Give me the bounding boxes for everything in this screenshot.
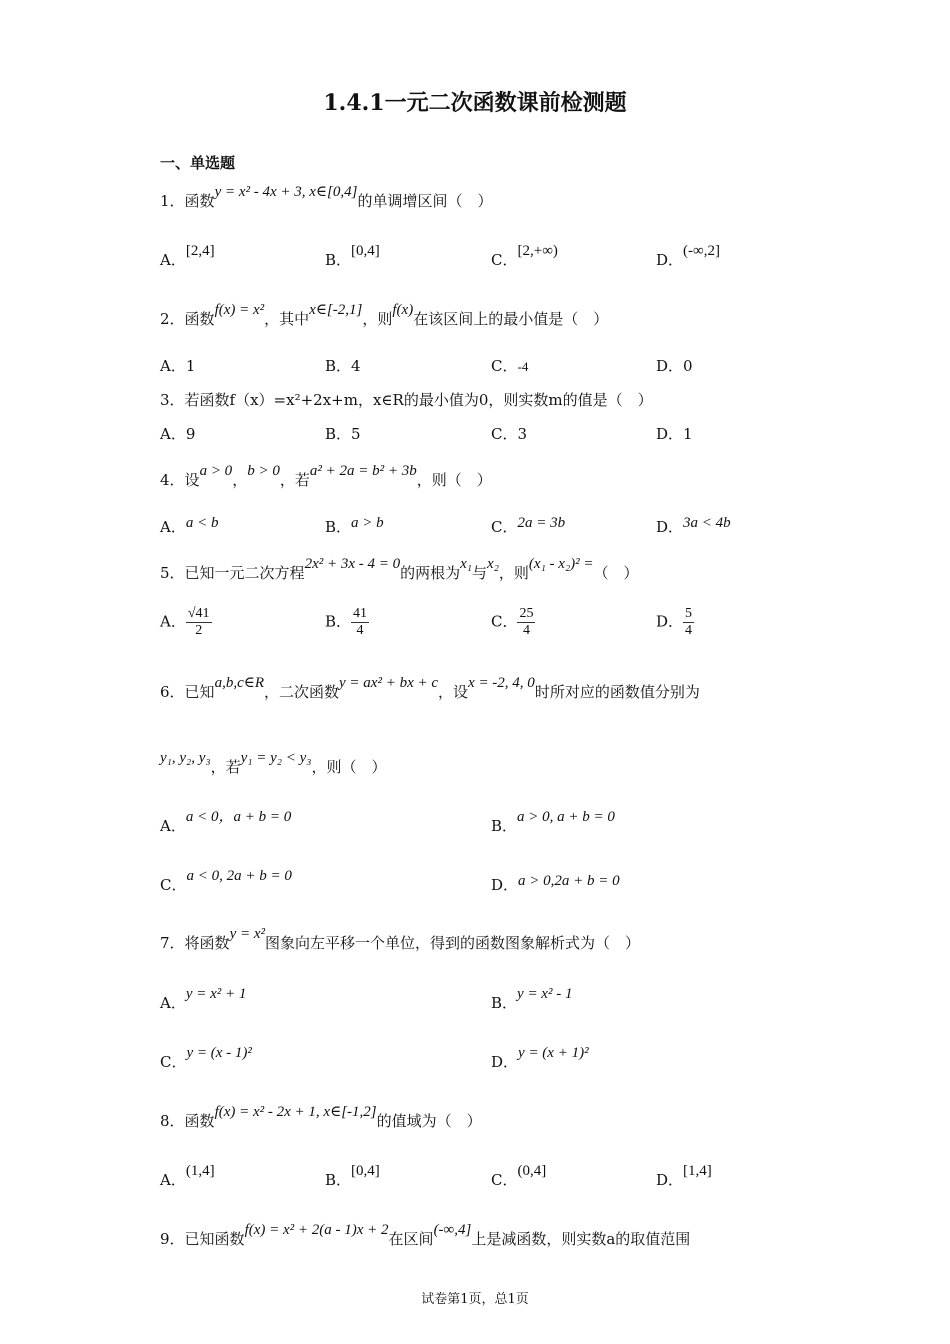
q6-option-a[interactable] bbox=[160, 809, 292, 836]
option-label: C． bbox=[491, 1171, 518, 1189]
q1-option-d[interactable] bbox=[656, 243, 720, 270]
denominator: 4 bbox=[522, 623, 530, 639]
option-value: [2,4] bbox=[185, 243, 215, 259]
q6-post: 时所对应的函数值分别为 bbox=[534, 683, 700, 701]
option-label: B． bbox=[325, 518, 352, 536]
option-label: A． bbox=[160, 612, 186, 631]
option-label: D． bbox=[656, 612, 684, 631]
option-label: C． bbox=[491, 518, 518, 536]
option-value: y = x² - 1 bbox=[517, 986, 573, 1002]
question-7 bbox=[160, 926, 641, 953]
q7-option-b[interactable] bbox=[491, 986, 573, 1013]
q4-mid2: ，若 bbox=[279, 471, 310, 489]
q5-number: 5． bbox=[160, 564, 185, 582]
q7-number: 7． bbox=[160, 934, 185, 952]
q6-line2-math1: y₁, y₂, y₃ bbox=[160, 750, 211, 766]
option-label: C． bbox=[160, 876, 187, 894]
numerator: 5 bbox=[683, 606, 694, 623]
q6-line2-post: ，则（ ） bbox=[311, 758, 387, 776]
numerator: 41 bbox=[351, 606, 369, 623]
q8-pre: 函数 bbox=[184, 1112, 215, 1130]
option-label: B． bbox=[325, 357, 352, 375]
q9-mid1: 在区间 bbox=[388, 1230, 434, 1248]
option-value: (0,4] bbox=[517, 1163, 547, 1179]
q6-math2: y = ax² + bx + c bbox=[339, 675, 439, 691]
q4-post: ，则（ ） bbox=[416, 471, 492, 489]
q2-post: 在该区间上的最小值是（ ） bbox=[413, 310, 609, 328]
option-label: C． bbox=[491, 425, 518, 443]
q8-post: 的值域为（ ） bbox=[376, 1112, 482, 1130]
q6-number: 6． bbox=[160, 683, 185, 701]
option-label: C． bbox=[160, 1053, 187, 1071]
option-label: D． bbox=[656, 357, 684, 375]
q3-option-b[interactable] bbox=[325, 423, 361, 444]
fraction bbox=[351, 606, 369, 639]
q6-mid1: ，二次函数 bbox=[264, 683, 340, 701]
option-value: a < b bbox=[185, 515, 219, 531]
fraction bbox=[517, 606, 535, 639]
option-value: a > 0,2a + b = 0 bbox=[518, 873, 620, 889]
option-value: 3 bbox=[517, 425, 528, 443]
q4-math3: a² + 2a = b² + 3b bbox=[309, 463, 417, 479]
option-label: B． bbox=[325, 425, 352, 443]
q4-option-b[interactable] bbox=[325, 516, 384, 537]
q5-math1: 2x² + 3x - 4 = 0 bbox=[304, 556, 401, 572]
q7-option-a[interactable] bbox=[160, 986, 247, 1013]
q1-post: 的单调增区间（ ） bbox=[357, 192, 493, 210]
option-label: A． bbox=[160, 425, 186, 443]
q8-number: 8． bbox=[160, 1112, 185, 1130]
option-value: y = (x - 1)² bbox=[186, 1045, 252, 1061]
q5-option-b[interactable] bbox=[325, 606, 369, 639]
option-label: B． bbox=[325, 251, 352, 269]
option-value: (-∞,2] bbox=[683, 243, 720, 259]
q2-math3: f(x) bbox=[392, 302, 414, 318]
numerator: 25 bbox=[517, 606, 535, 623]
q1-option-a[interactable] bbox=[160, 243, 215, 270]
option-label: D． bbox=[656, 1171, 684, 1189]
q5-option-c[interactable] bbox=[491, 606, 535, 639]
option-label: B． bbox=[491, 994, 518, 1012]
option-label: D． bbox=[491, 876, 519, 894]
page-title: 1.4.1一元二次函数课前检测题 bbox=[323, 90, 627, 116]
q8-option-c[interactable] bbox=[491, 1163, 547, 1190]
page-footer: 试卷第1页，总1页 bbox=[421, 1292, 529, 1307]
option-value: a > b bbox=[351, 515, 384, 531]
option-label: A． bbox=[160, 1171, 186, 1189]
option-label: B． bbox=[325, 612, 352, 631]
option-label: A． bbox=[160, 817, 186, 835]
q5-math4: (x₁ - x₂)² = bbox=[528, 556, 594, 572]
question-9 bbox=[160, 1222, 691, 1249]
numerator: √41 bbox=[186, 606, 212, 623]
option-value: [0,4] bbox=[351, 1163, 380, 1179]
q5-mid1: 的两根为 bbox=[400, 564, 461, 582]
option-value: y = x² + 1 bbox=[185, 986, 247, 1002]
q6-mid2: ，设 bbox=[438, 683, 469, 701]
question-8 bbox=[160, 1104, 482, 1131]
option-value: y = (x + 1)² bbox=[518, 1045, 589, 1061]
option-value: a < 0, 2a + b = 0 bbox=[186, 868, 292, 884]
option-value: 9 bbox=[185, 425, 196, 443]
q3-option-c[interactable] bbox=[491, 423, 527, 444]
q1-math: y = x² - 4x + 3, x∈[0,4] bbox=[214, 184, 358, 200]
denominator: 2 bbox=[195, 623, 203, 639]
q9-number: 9． bbox=[160, 1230, 185, 1248]
fraction bbox=[186, 606, 212, 639]
q8-option-d[interactable] bbox=[656, 1163, 712, 1190]
option-label: D． bbox=[491, 1053, 519, 1071]
option-label: D． bbox=[656, 425, 684, 443]
option-value: 1 bbox=[185, 357, 196, 375]
option-label: C． bbox=[491, 357, 518, 375]
q5-post: （ ） bbox=[593, 564, 639, 582]
q5-pre: 已知一元二次方程 bbox=[184, 564, 305, 582]
question-6 bbox=[160, 675, 700, 702]
option-value: 0 bbox=[683, 357, 693, 375]
q6-pre: 已知 bbox=[184, 683, 215, 701]
q4-pre: 设 bbox=[184, 471, 200, 489]
q7-option-d[interactable] bbox=[491, 1045, 589, 1072]
q1-pre: 函数 bbox=[184, 192, 215, 210]
q9-math2: (-∞,4] bbox=[433, 1222, 472, 1238]
q8-math: f(x) = x² - 2x + 1, x∈[-1,2] bbox=[214, 1104, 377, 1120]
option-label: A． bbox=[160, 994, 186, 1012]
option-label: A． bbox=[160, 357, 186, 375]
q1-option-c[interactable] bbox=[491, 243, 558, 270]
q2-math1: f(x) = x² bbox=[214, 302, 265, 318]
question-1 bbox=[160, 184, 493, 211]
option-value: a < 0，a + b = 0 bbox=[185, 809, 292, 825]
q4-option-c[interactable] bbox=[491, 516, 565, 537]
q5-mid3: ，则 bbox=[498, 564, 529, 582]
option-label: C． bbox=[491, 251, 518, 269]
option-label: A． bbox=[160, 518, 186, 536]
q5-option-d[interactable] bbox=[656, 606, 694, 639]
q2-mid2: ，则 bbox=[362, 310, 393, 328]
q1-number: 1． bbox=[160, 192, 185, 210]
q8-option-a[interactable] bbox=[160, 1163, 215, 1190]
q9-pre: 已知函数 bbox=[184, 1230, 245, 1248]
question-6-line-2 bbox=[160, 750, 387, 777]
q3-option-d[interactable] bbox=[656, 423, 693, 444]
option-label: D． bbox=[656, 518, 684, 536]
question-5 bbox=[160, 556, 639, 583]
q2-option-a[interactable] bbox=[160, 355, 195, 376]
q6-math3: x = -2, 4, 0 bbox=[468, 675, 535, 691]
question-3 bbox=[160, 389, 653, 410]
option-label: A． bbox=[160, 251, 186, 269]
q6-line2-math2: y₁ = y₂ < y₃ bbox=[240, 750, 312, 766]
option-value: -4 bbox=[517, 359, 529, 374]
q2-pre: 函数 bbox=[184, 310, 215, 328]
q5-math3: x₂ bbox=[487, 556, 499, 572]
q6-option-b[interactable] bbox=[491, 809, 615, 836]
q2-math2: x∈[-2,1] bbox=[309, 302, 363, 318]
denominator: 4 bbox=[685, 623, 693, 639]
q5-option-a[interactable] bbox=[160, 606, 212, 639]
option-value: 3a < 4b bbox=[683, 515, 731, 531]
q9-post: 上是减函数，则实数a的取值范围 bbox=[471, 1230, 691, 1248]
q2-option-d[interactable] bbox=[656, 355, 693, 376]
q2-option-b[interactable] bbox=[325, 355, 361, 376]
q4-option-a[interactable] bbox=[160, 516, 218, 537]
question-2 bbox=[160, 302, 609, 329]
question-4 bbox=[160, 463, 492, 490]
fraction bbox=[683, 606, 694, 639]
q5-math2: x₁ bbox=[460, 556, 473, 572]
q2-mid1: ，其中 bbox=[264, 310, 310, 328]
denominator: 4 bbox=[356, 623, 364, 639]
q7-option-c[interactable] bbox=[160, 1045, 252, 1072]
q4-mid1: ， bbox=[232, 471, 248, 489]
option-label: B． bbox=[491, 817, 518, 835]
option-value: 1 bbox=[683, 425, 693, 443]
option-value: 2a = 3b bbox=[517, 515, 566, 531]
q7-post: 图象向左平移一个单位，得到的函数图象解析式为（ ） bbox=[265, 934, 641, 952]
option-label: D． bbox=[656, 251, 684, 269]
q4-option-d[interactable] bbox=[656, 516, 731, 537]
q4-math2: b > 0 bbox=[247, 463, 280, 479]
q6-option-c[interactable] bbox=[160, 868, 292, 895]
option-value: 5 bbox=[351, 425, 361, 443]
option-label: B． bbox=[325, 1171, 352, 1189]
q7-math: y = x² bbox=[229, 926, 265, 942]
q8-option-b[interactable] bbox=[325, 1163, 380, 1190]
q9-math1: f(x) = x² + 2(a - 1)x + 2 bbox=[244, 1222, 389, 1238]
option-value: 4 bbox=[351, 357, 361, 375]
q6-option-d[interactable] bbox=[491, 874, 620, 895]
q3-option-a[interactable] bbox=[160, 423, 195, 444]
q5-mid2: 与 bbox=[472, 564, 488, 582]
option-value: [1,4] bbox=[683, 1163, 712, 1179]
option-label: C． bbox=[491, 612, 518, 631]
q1-option-b[interactable] bbox=[325, 243, 380, 270]
q3-number: 3． bbox=[160, 391, 185, 409]
q3-text: 若函数f（x）=x²+2x+m，x∈R的最小值为0，则实数m的值是（ ） bbox=[184, 391, 653, 409]
q2-number: 2． bbox=[160, 310, 185, 328]
option-value: (1,4] bbox=[185, 1163, 215, 1179]
q2-option-c[interactable] bbox=[491, 355, 528, 376]
q4-number: 4． bbox=[160, 471, 185, 489]
option-value: a > 0, a + b = 0 bbox=[517, 809, 615, 825]
q4-math1: a > 0 bbox=[199, 463, 233, 479]
section-heading: 一、单选题 bbox=[160, 154, 236, 172]
option-value: [2,+∞) bbox=[517, 243, 558, 259]
option-value: [0,4] bbox=[351, 243, 380, 259]
q7-pre: 将函数 bbox=[184, 934, 230, 952]
q6-math1: a,b,c∈R bbox=[214, 675, 264, 691]
q6-line2-mid: ，若 bbox=[210, 758, 241, 776]
